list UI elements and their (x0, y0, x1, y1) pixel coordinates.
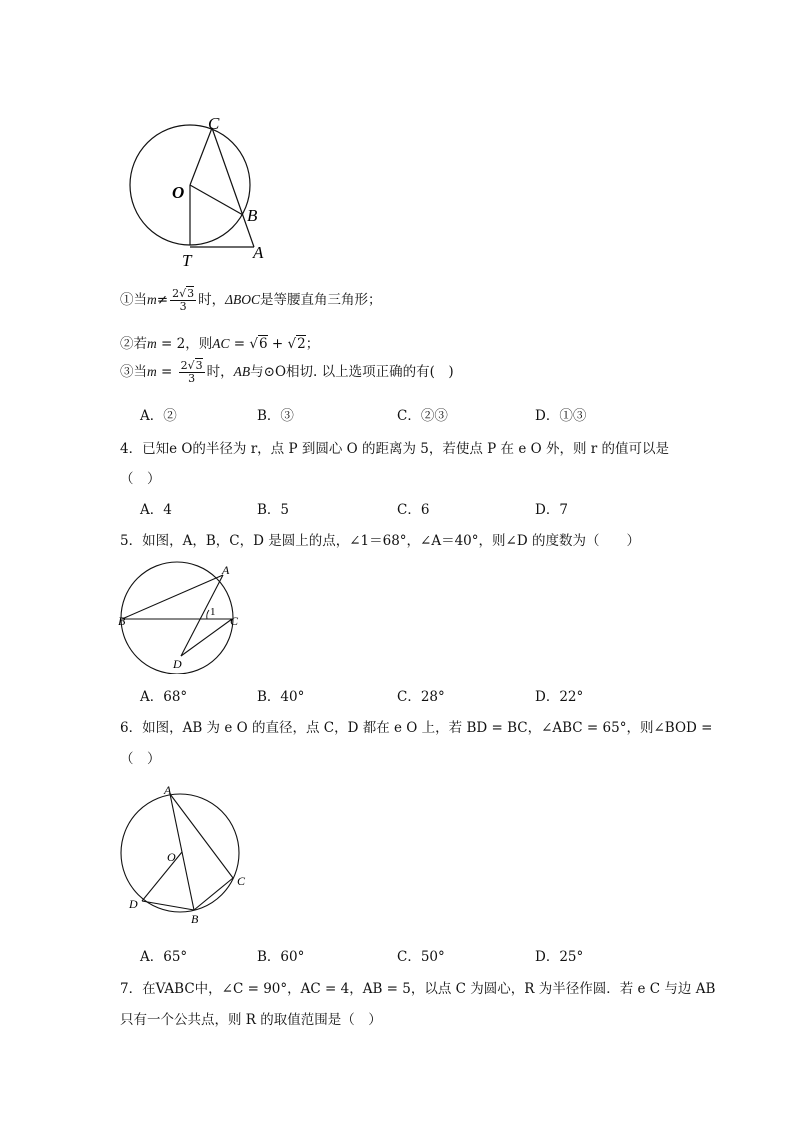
q3-option-d: D．①③ (535, 408, 587, 424)
q4-option-c: C．6 (397, 502, 430, 518)
q4-option-d: D．7 (535, 502, 568, 518)
q6-option-a: A．65° (140, 949, 188, 965)
q3-item-3: ③当m = $\frac{2√3}{3}$ 时，AB与⊙O相切. 以上选项正确的有( ) (120, 359, 454, 385)
label-c: C (208, 114, 220, 133)
label-a: A (222, 563, 230, 577)
segment-ca (212, 128, 254, 247)
q5-option-a: A．68° (140, 689, 188, 705)
angle-1-arc (207, 610, 209, 619)
segment-ad (181, 575, 223, 656)
figure-q5 (114, 552, 254, 674)
q6-stem-line2: （ ） (120, 751, 161, 767)
q6-option-d: D．25° (535, 949, 584, 965)
label-c: C (237, 874, 246, 888)
q3-item-2: ②若m = 2，则AC = √6 + √2； (120, 336, 320, 352)
label-b: B (118, 614, 126, 628)
q5-option-b: B．40° (257, 689, 305, 705)
figure-q6 (118, 782, 258, 930)
figure-q3 (120, 108, 280, 270)
label-b: B (247, 206, 258, 225)
q5-option-d: D．22° (535, 689, 584, 705)
label-a: A (253, 243, 264, 262)
q6-stem-line1: 6．如图，AB 为 e O 的直径，点 C，D 都在 e O 上，若 BD = BC，∠ABC = 65°，则∠BOD = (120, 720, 713, 736)
circle-q6 (121, 794, 239, 912)
label-d: D (129, 897, 138, 911)
segment-dc (181, 619, 232, 656)
q3-option-b: B．③ (257, 408, 294, 424)
segment-ob (190, 185, 243, 215)
q4-stem-line1: 4．已知e O的半径为 r，点 P 到圆心 O 的距离为 5，若使点 P 在 e O 外，则 r 的值可以是 (120, 441, 670, 457)
segment-od (142, 852, 182, 901)
label-a: A (164, 783, 172, 797)
q4-stem-line2: （ ） (120, 471, 161, 487)
q4-option-a: A．4 (140, 502, 172, 518)
q7-stem-line1: 7．在VABC中，∠C = 90°，AC = 4，AB = 5，以点 C 为圆心，R 为半径作圆．若 e C 与边 AB (120, 981, 716, 997)
segment-oc (190, 128, 212, 185)
label-t: T (182, 251, 192, 270)
q7-stem-line2: 只有一个公共点，则 R 的取值范围是（ ） (120, 1012, 382, 1028)
q3-option-a: A．② (140, 408, 177, 424)
label-o: O (167, 850, 176, 864)
label-angle-1: 1 (210, 606, 216, 618)
segment-bc (194, 878, 233, 910)
q5-stem: 5．如图，A，B，C，D 是圆上的点，∠1＝68°，∠A＝40°，则∠D 的度数为（ ） (120, 533, 640, 549)
label-b: B (191, 912, 199, 926)
label-c: C (230, 614, 239, 628)
segment-ac (170, 794, 233, 878)
q4-option-b: B．5 (257, 502, 290, 518)
q6-option-c: C．50° (397, 949, 445, 965)
q6-option-b: B．60° (257, 949, 305, 965)
q3-item-1: ①当m≠ $\frac{2√3}{3}$ 时，ΔBOC是等腰直角三角形； (120, 287, 382, 313)
segment-db (142, 901, 194, 910)
q3-option-c: C．②③ (397, 408, 448, 424)
label-d: D (173, 657, 182, 671)
q5-option-c: C．28° (397, 689, 445, 705)
label-o: O (172, 183, 185, 202)
